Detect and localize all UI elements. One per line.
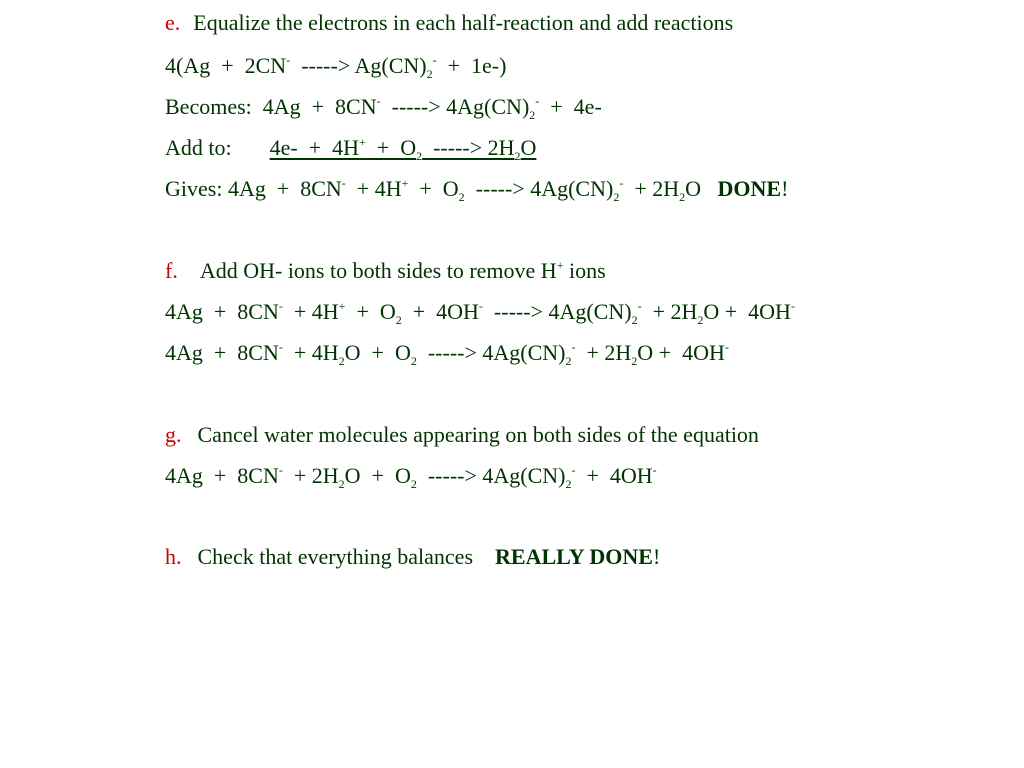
step-e-line-3	[165, 135, 536, 161]
step-e-line-1: 4(Ag + 2CN- -----> $Ag(CN)_2^- + 1e-$)	[165, 53, 507, 81]
step-h-letter: h.	[165, 544, 182, 569]
add-to-label: Add to:	[165, 135, 232, 160]
step-f-line-2: $4Ag + 8CN^- + 4H_2O + O_2$ -----> $4Ag(CN)_2^- + 2H_2O + 4OH^-$	[165, 340, 729, 368]
done-label: DONE	[717, 176, 782, 201]
step-e-line-2: Becomes: 4Ag + 8CN- -----> $4Ag(CN)_2^- + 4e-$	[165, 94, 602, 122]
step-g-letter: g.	[165, 422, 182, 447]
really-done-label: REALLY DONE	[495, 544, 653, 569]
step-e-heading	[165, 10, 733, 36]
step-g-line-1: $4Ag + 8CN^- + 2H_2O + O_2$ -----> $4Ag(CN)_2^- + 4OH^-$	[165, 463, 657, 491]
step-f-line-1: $4Ag + 8CN^- + 4H^+ + O_2 + 4OH^-$ -----> $4Ag(CN)_2^- + 2H_2O + 4OH^-$	[165, 299, 795, 327]
add-to-equation: $4e- + 4H^+ + O_2$ -----> $2H_2O$	[269, 135, 537, 163]
step-e-letter: e.	[165, 10, 181, 35]
step-e-heading-text: Equalize the electrons in each half-reaction and add reactions	[193, 10, 734, 35]
step-h-heading: h. Check that everything balances REALLY DONE!	[165, 544, 661, 569]
step-g-heading: g. Cancel water molecules appearing on both sides of the equation	[165, 422, 759, 447]
step-f-letter: f.	[165, 258, 178, 283]
step-e-line-4: Gives: $4Ag + 8CN^- + 4H^+ + O_2$ -----> $4Ag(CN)_2^- + 2H_2O$ DONE!	[165, 176, 789, 204]
step-f-heading: f. Add OH- ions to both sides to remove H+ ions	[165, 258, 606, 283]
